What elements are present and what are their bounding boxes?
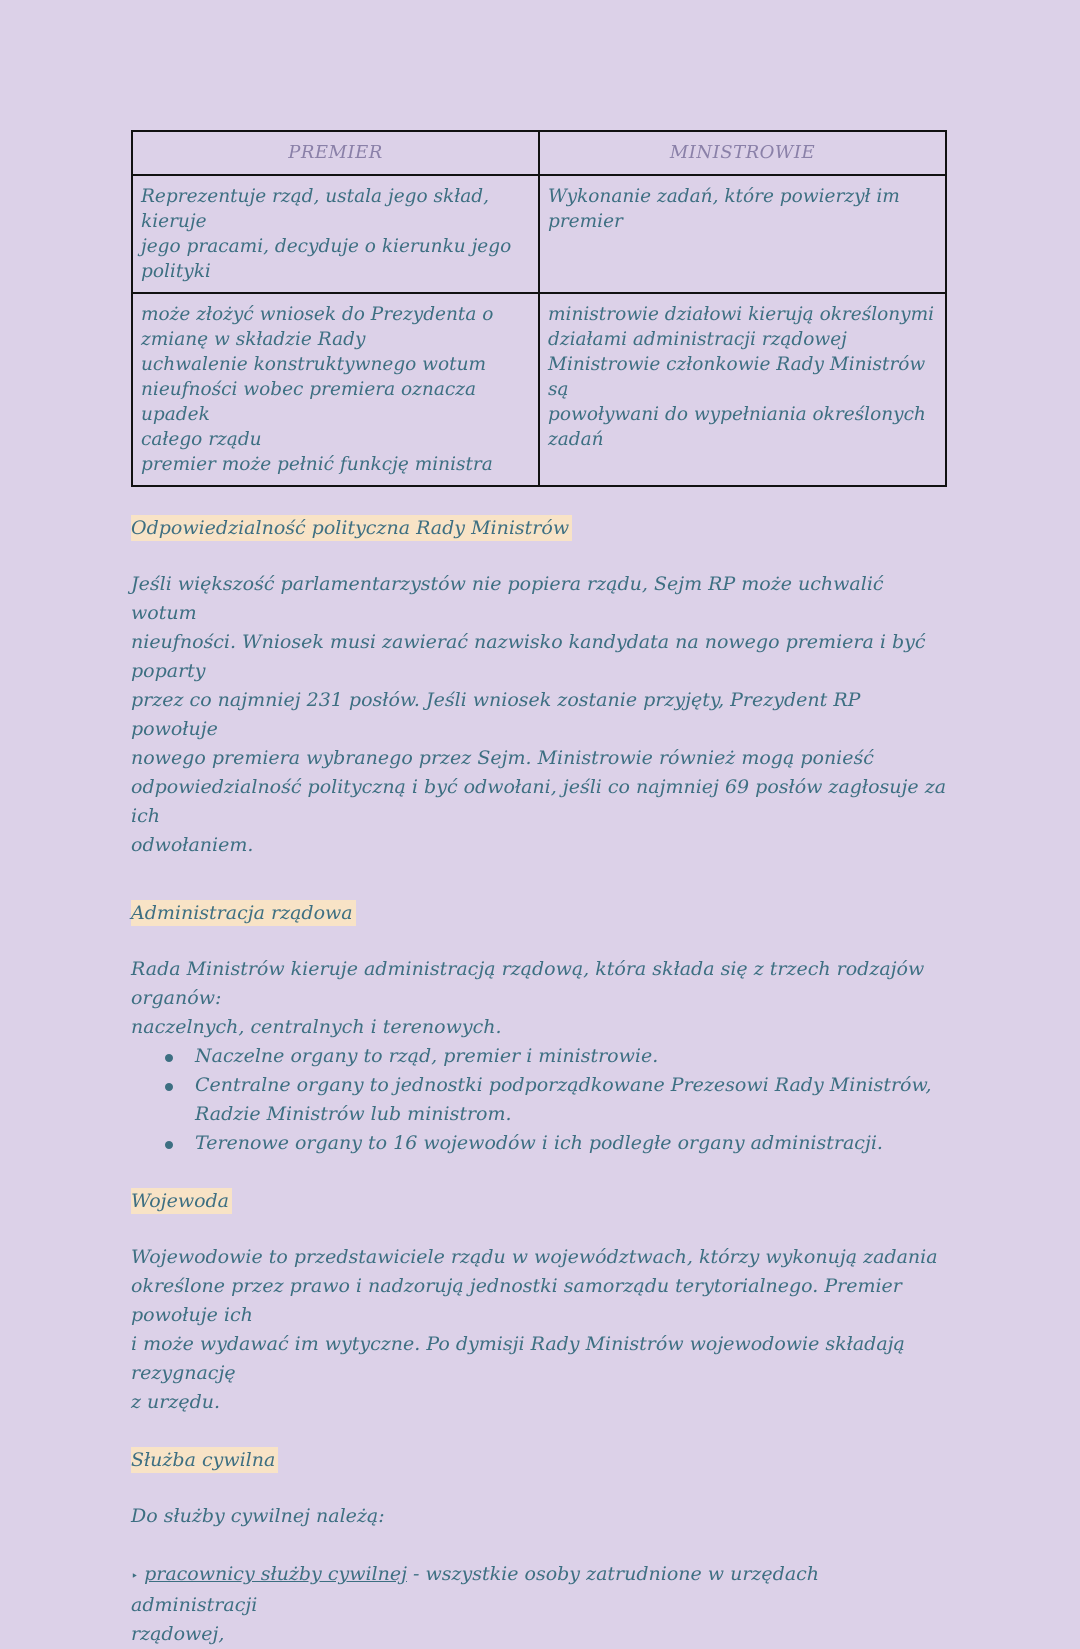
text-line: nowego premiera wybranego przez Sejm. Ministrowie również mogą ponieść	[131, 747, 874, 769]
table-row	[132, 175, 946, 293]
cell-line: działami administracji rządowej	[548, 329, 847, 350]
term-link[interactable]: pracownicy służby cywilnej	[144, 1563, 407, 1585]
section-wojewoda	[131, 1188, 947, 1214]
list-item: Centralne organy to jednostki podporządkowane Prezesowi Rady Ministrów, Radzie Ministrów lub ministrom.	[195, 1071, 947, 1129]
paragraph-wojewoda	[131, 1243, 947, 1417]
cell-line: premier	[548, 211, 623, 232]
cell-line: nieufności wobec premiera oznacza upadek	[141, 379, 477, 425]
cell-line: całego rządu	[141, 429, 262, 450]
comparison-table	[131, 130, 947, 487]
section-heading: Służba cywilna	[131, 1447, 278, 1473]
section-heading: Odpowiedzialność polityczna Rady Ministrów	[131, 515, 572, 541]
sluzba-item	[131, 1560, 947, 1649]
section-heading: Wojewoda	[131, 1188, 232, 1214]
cell-line: premier może pełnić funkcję ministra	[141, 454, 493, 475]
text-line: określone przez prawo i nadzorują jednostki samorządu terytorialnego. Premier powołuje ich	[131, 1275, 902, 1326]
cell-premier-role	[132, 175, 539, 293]
cell-line: jego pracami, decyduje o kierunku jego	[141, 236, 512, 257]
paragraph-administracja	[131, 955, 947, 1042]
section-odpowiedzialnosc	[131, 515, 947, 541]
cell-ministrowie-role	[539, 175, 946, 293]
text-line: odpowiedzialność polityczną i być odwołani, jeśli co najmniej 69 posłów zagłosuje za ich	[131, 776, 947, 827]
text-line: Wojewodowie to przedstawiciele rządu w województwach, którzy wykonują zadania	[131, 1246, 938, 1268]
text-line: Rada Ministrów kieruje administracją rządową, która składa się z trzech rodzajów organów:	[131, 958, 925, 1009]
cell-line: może złożyć wniosek do Prezydenta o	[141, 304, 494, 325]
paragraph-sluzba-intro: Do służby cywilnej należą:	[131, 1505, 385, 1527]
cell-line: zmianę w składzie Rady	[141, 329, 366, 350]
section-heading: Administracja rządowa	[131, 900, 356, 926]
cell-ministrowie-types	[539, 293, 946, 486]
text-line: naczelnych, centralnych i terenowych.	[131, 1016, 502, 1038]
cell-line: polityki	[141, 261, 211, 282]
cell-line: Reprezentuje rząd, ustala jego skład, kieruje	[141, 186, 489, 232]
cell-line: ministrowie działowi kierują określonymi	[548, 304, 935, 325]
text-line: z urzędu.	[131, 1391, 221, 1413]
organs-list	[131, 1042, 947, 1158]
header-premier: PREMIER	[132, 131, 539, 175]
cell-line: uchwalenie konstruktywnego wotum	[141, 354, 487, 375]
text-line: nieufności. Wniosek musi zawierać nazwisko kandydata na nowego premiera i być poparty	[131, 631, 926, 682]
table-row	[132, 293, 946, 486]
section-sluzba	[131, 1447, 947, 1473]
header-ministrowie: MINISTROWIE	[539, 131, 946, 175]
triangle-bullet-icon: ‣	[131, 1569, 139, 1583]
cell-premier-powers	[132, 293, 539, 486]
document-page	[131, 130, 947, 1649]
table-header-row	[132, 131, 946, 175]
cell-line: Wykonanie zadań, które powierzył im	[548, 186, 900, 207]
list-item: Naczelne organy to rząd, premier i ministrowie.	[195, 1042, 947, 1071]
cell-line: Ministrowie członkowie Rady Ministrów są	[548, 354, 926, 400]
paragraph-odpowiedzialnosc	[131, 570, 947, 860]
text-line: Jeśli większość parlamentarzystów nie popiera rządu, Sejm RP może uchwalić wotum	[131, 573, 884, 624]
section-administracja	[131, 900, 947, 926]
text-line: i może wydawać im wytyczne. Po dymisji Rady Ministrów wojewodowie składają rezygnację	[131, 1333, 905, 1384]
item-description: - wszystkie osoby zatrudnione w urzędach administracji	[131, 1563, 820, 1616]
list-item: Terenowe organy to 16 wojewodów i ich podległe organy administracji.	[195, 1129, 947, 1158]
cell-line: zadań	[548, 429, 604, 450]
text-line: odwołaniem.	[131, 834, 254, 856]
text-line: rządowej,	[131, 1623, 225, 1645]
text-line: przez co najmniej 231 posłów. Jeśli wniosek zostanie przyjęty, Prezydent RP powołuje	[131, 689, 861, 740]
cell-line: powoływani do wypełniania określonych	[548, 404, 926, 425]
